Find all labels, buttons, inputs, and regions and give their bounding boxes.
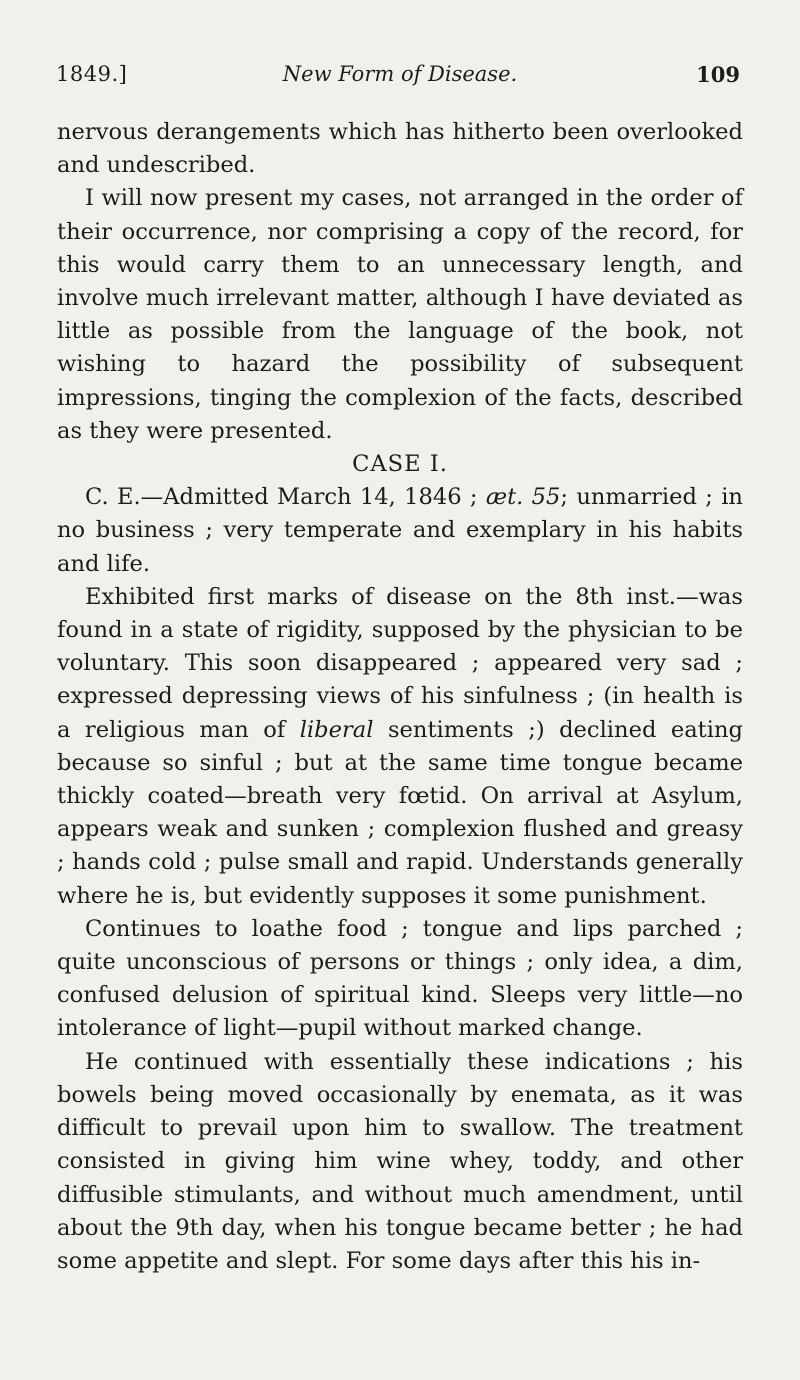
paragraph-case-admission	[57, 481, 743, 581]
symptoms-text-rest: sentiments ;) declined eating because so sinful ; but at the same time tongue became thickly coated—breath very fœtid. On arrival at Asylum, appears weak and sunken ; complexion flushed and greasy ; hands cold ; pulse small and rapid. Understands generally where he is, but evidently supposes it some punishment.	[57, 716, 744, 909]
paragraph-treatment: He continued with essentially these indications ; his bowels being moved occasionally by enemata, as it was difficult to prevail upon him to swallow. The treatment consisted in giving him wine whey, toddy, and other diffusible stimulants, and without much amendment, until about the 9th day, when his tongue became better ; he had some appetite and slept. For some days after this his in-	[57, 1048, 743, 1274]
liberal-italic: liberal	[299, 716, 374, 743]
page-number: 109	[696, 62, 740, 87]
admission-text: C. E.—Admitted March 14, 1846 ;	[85, 484, 486, 511]
body-text	[57, 116, 743, 1278]
case-heading: CASE I.	[352, 451, 448, 478]
paragraph-cases-intro: I will now present my cases, not arranged in the order of their occurrence, nor comprising a copy of the record, for this would carry them to an unnecessary length, and involve much irrelevant matter, although I have deviated as little as possible from the language of the book, not wishing to hazard the possibility of subsequent impressions, tinging the complexion of the facts, described as they were presented.	[57, 185, 743, 444]
running-head-year: 1849.]	[56, 62, 128, 86]
paragraph-continuation: nervous derangements which has hitherto been overlooked and undescribed.	[57, 119, 743, 179]
running-head	[56, 62, 744, 102]
paragraph-symptoms	[57, 581, 743, 913]
paragraph-continues: Continues to loathe food ; tongue and lips parched ; quite unconscious of persons or things ; only idea, a dim, confused delusion of spiritual kind. Sleeps very little—no intolerance of light—pupil without marked change.	[57, 915, 743, 1042]
age-italic: æt. 55	[485, 484, 561, 511]
admission-text-rest: ; unmarried ; in no business ; very temperate and exemplary in his habits and life.	[57, 484, 743, 577]
running-head-title: New Form of Disease.	[282, 62, 518, 86]
symptoms-text: Exhibited first marks of disease on the 8th inst.—was found in a state of rigidity, supposed by the physician to be voluntary. This soon disappeared ; appeared very sad ; expressed depressing views of his sinfulness ; (in health is a religious man of	[57, 583, 743, 743]
